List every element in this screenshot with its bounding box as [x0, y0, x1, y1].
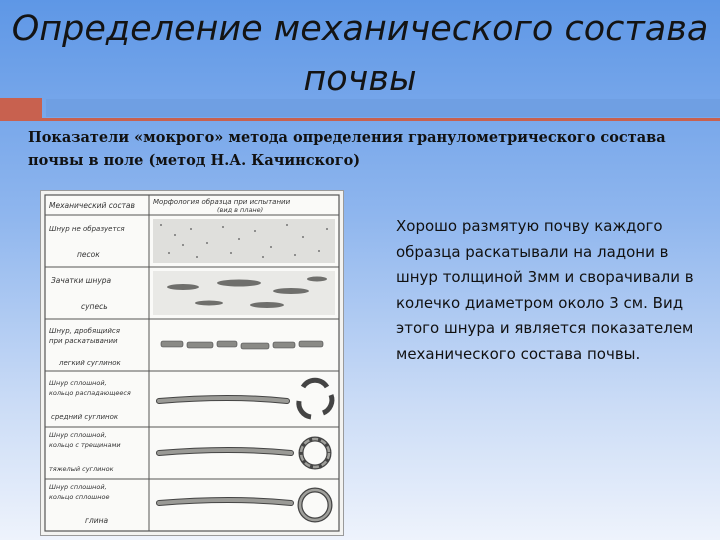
row-6-description-1: Шнур сплошной,	[49, 483, 107, 491]
row-4-soil-name: средний суглинок	[51, 413, 119, 421]
row-3-soil-name: легкий суглинок	[59, 359, 121, 367]
row-6-soil-name: глина	[85, 516, 109, 525]
accent-bar-blue	[46, 99, 720, 117]
accent-divider	[0, 118, 720, 121]
row-6-description-2: кольцо сплошное	[49, 493, 110, 501]
row-3-description-2: при раскатывании	[49, 337, 118, 345]
row-5-description-2: кольцо с трещинами	[49, 441, 121, 449]
row-4-description-1: Шнур сплошной,	[49, 379, 107, 387]
kachinsky-method-figure	[40, 190, 344, 536]
row-1-soil-name: песок	[77, 250, 100, 259]
row-2-texture	[153, 271, 335, 315]
header-right-line2: (вид в плане)	[217, 206, 264, 214]
slide-subtitle: Показатели «мокрого» метода определения гранулометрического состава почвы в поле (метод Н.А. Качинского)	[28, 129, 666, 169]
slide-body-text: Хорошо размятую почву каждого образца раскатывали на ладони в шнур толщиной 3мм и сворачивали в колечко диаметром около 3 см. Вид этого шнура и является показателем механического состава почвы.	[396, 217, 694, 363]
row-1-description: Шнур не образуется	[49, 225, 125, 233]
row-4-description-2: кольцо распадающееся	[49, 389, 131, 397]
row-5-soil-name: тяжелый суглинок	[49, 465, 114, 473]
row-2-soil-name: супесь	[81, 302, 108, 311]
header-left: Механический состав	[49, 201, 135, 210]
accent-bar-red	[0, 98, 42, 118]
slide-title: Определение механического состава почвы	[11, 9, 709, 99]
row-2-description: Зачатки шнура	[51, 276, 112, 285]
header-right-line1: Морфология образца при испытании	[153, 198, 291, 206]
row-3-description-1: Шнур, дробящийся	[49, 327, 120, 335]
row-1-sand-texture	[153, 219, 335, 263]
figure-drawing	[41, 191, 343, 535]
row-5-description-1: Шнур сплошной,	[49, 431, 107, 439]
